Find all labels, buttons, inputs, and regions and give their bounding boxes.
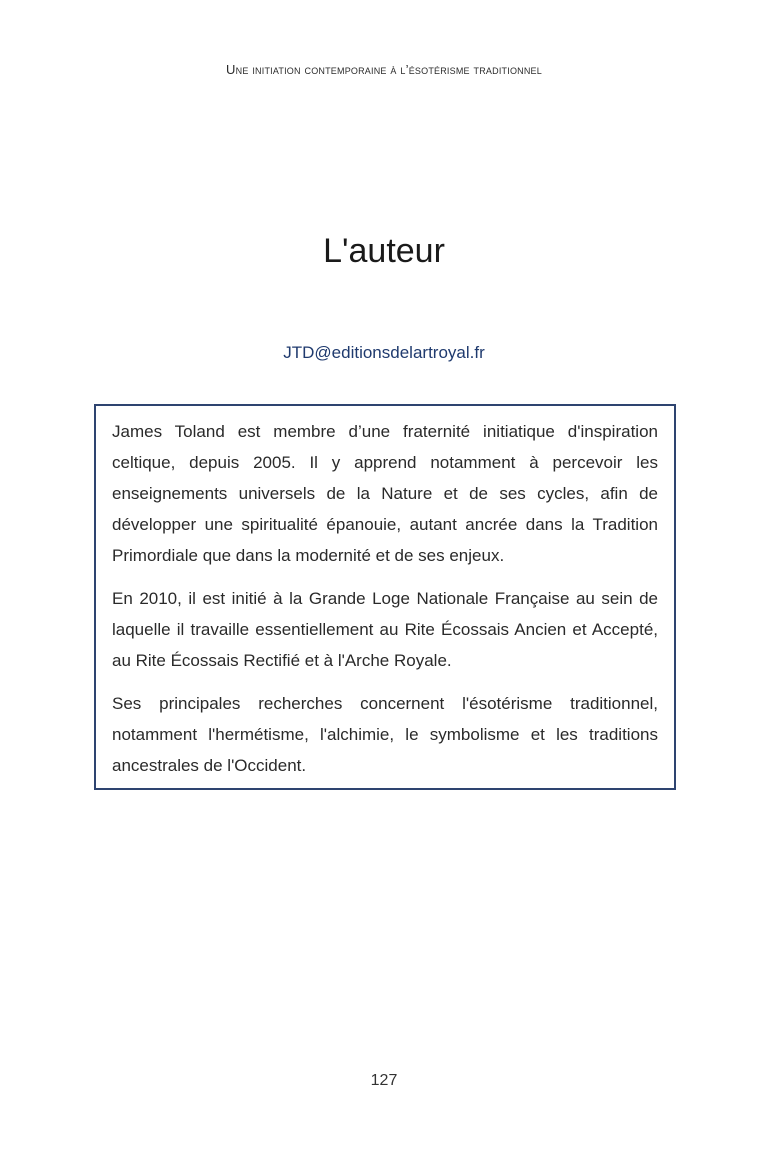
bio-paragraph-3: Ses principales recherches concernent l'ésotérisme traditionnel, notamment l'hermétisme, l'alchimie, le symbolisme et les traditions ancestrales de l'Occident.	[112, 694, 658, 775]
author-bio-box	[94, 404, 676, 790]
bio-paragraph-1: James Toland est membre d’une fraternité initiatique d'inspiration celtique, depuis 2005. Il y apprend notamment à percevoir les enseignements universels de la Nature et de ses cycles, afin de développer une spiritualité épanouie, autant ancrée dans la Tradition Primordiale que dans la modernité et de ses enjeux.	[112, 422, 658, 565]
author-email-link[interactable]: JTD@editionsdelartroyal.fr	[283, 343, 485, 362]
page-title: L'auteur	[323, 232, 445, 270]
page-number: 127	[370, 1072, 398, 1089]
bio-paragraph-2: En 2010, il est initié à la Grande Loge Nationale Française au sein de laquelle il travaille essentiellement au Rite Écossais Ancien et Accepté, au Rite Écossais Rectifié et à l'Arche Royale.	[112, 589, 658, 670]
running-header: Une initiation contemporaine à l’ésotérisme traditionnel	[226, 62, 542, 77]
